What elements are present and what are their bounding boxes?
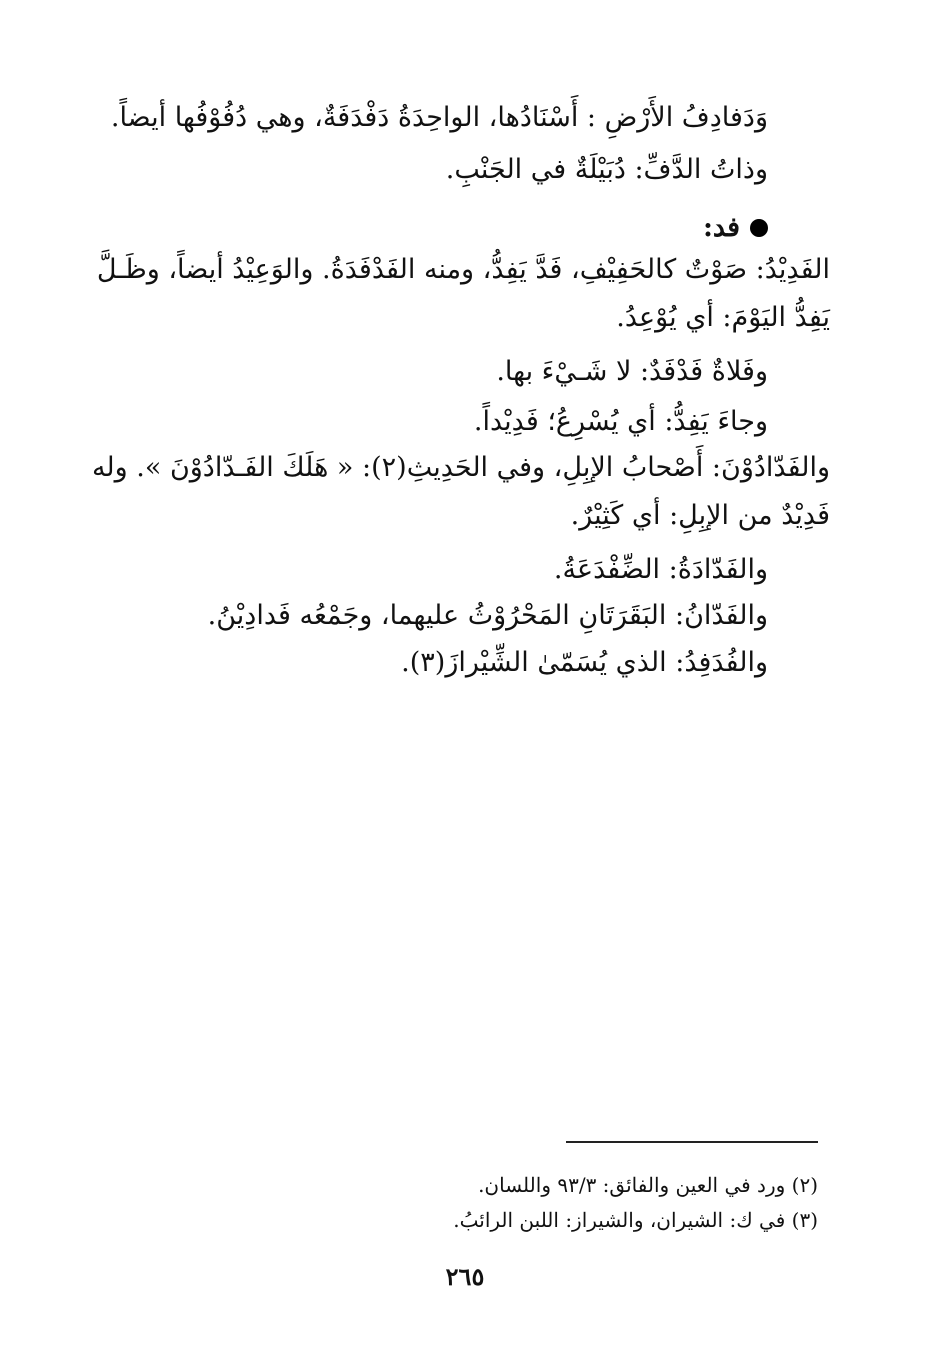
text-line: وجاءَ يَفِدُّ: أي يُسْرِعُ؛ فَدِيْداً. [473, 406, 768, 437]
bullet-icon [750, 219, 768, 237]
footnote: (٢) ورد في العين والفائق: ٩٣/٣ واللسان. [478, 1173, 818, 1197]
footnote: (٣) في ك: الشيران، والشيراز: اللبن الرائبُ. [453, 1208, 818, 1232]
footnote-separator [566, 1141, 818, 1143]
page-number: ٢٦٥ [445, 1262, 485, 1291]
text-line: والفَدّادُوْنَ: أَصْحابُ الإبِلِ، وفي الحَدِيثِ(٢): « هَلَكَ الفَـدّادُوْنَ ». وله [91, 452, 830, 483]
text-line: الفَدِيْدُ: صَوْتٌ كالحَفِيْفِ، فَدَّ يَفِدُّ، ومنه الفَدْفَدَةُ. والوَعِيْدُ أيضاً، وظَـلَّ [96, 254, 830, 285]
text-line: وفَلاةٌ فَدْفَدٌ: لا شَـيْءَ بها. [496, 356, 768, 387]
entry-heading [703, 208, 768, 248]
text-line: وَدَفادِفُ الأَرْضِ : أَسْنَادُها، الواحِدَةُ دَفْدَفَةٌ، وهي دُفُوْفُها أيضاً. [110, 102, 768, 133]
text-line: والفَدّادَةُ: الضِّفْدَعَةُ. [553, 554, 768, 585]
text-line: والفَدّانُ: البَقَرَتَانِ المَحْرُوْثُ عليهما، وجَمْعُه فَدادِيْنُ. [207, 600, 768, 631]
text-line: يَفِدُّ اليَوْمَ: أي يُوْعِدُ. [616, 302, 830, 333]
entry-heading-label: فد: [702, 212, 740, 243]
text-line: والفُدَفِدُ: الذي يُسَمّىٰ الشِّيْرازَ(٣). [401, 647, 768, 678]
text-line: وذاتُ الدَّفِّ: دُبَيْلَةٌ في الجَنْبِ. [445, 154, 768, 185]
text-line: فَدِيْدٌ من الإبِلِ: أي كَثِيْرٌ. [570, 500, 830, 531]
